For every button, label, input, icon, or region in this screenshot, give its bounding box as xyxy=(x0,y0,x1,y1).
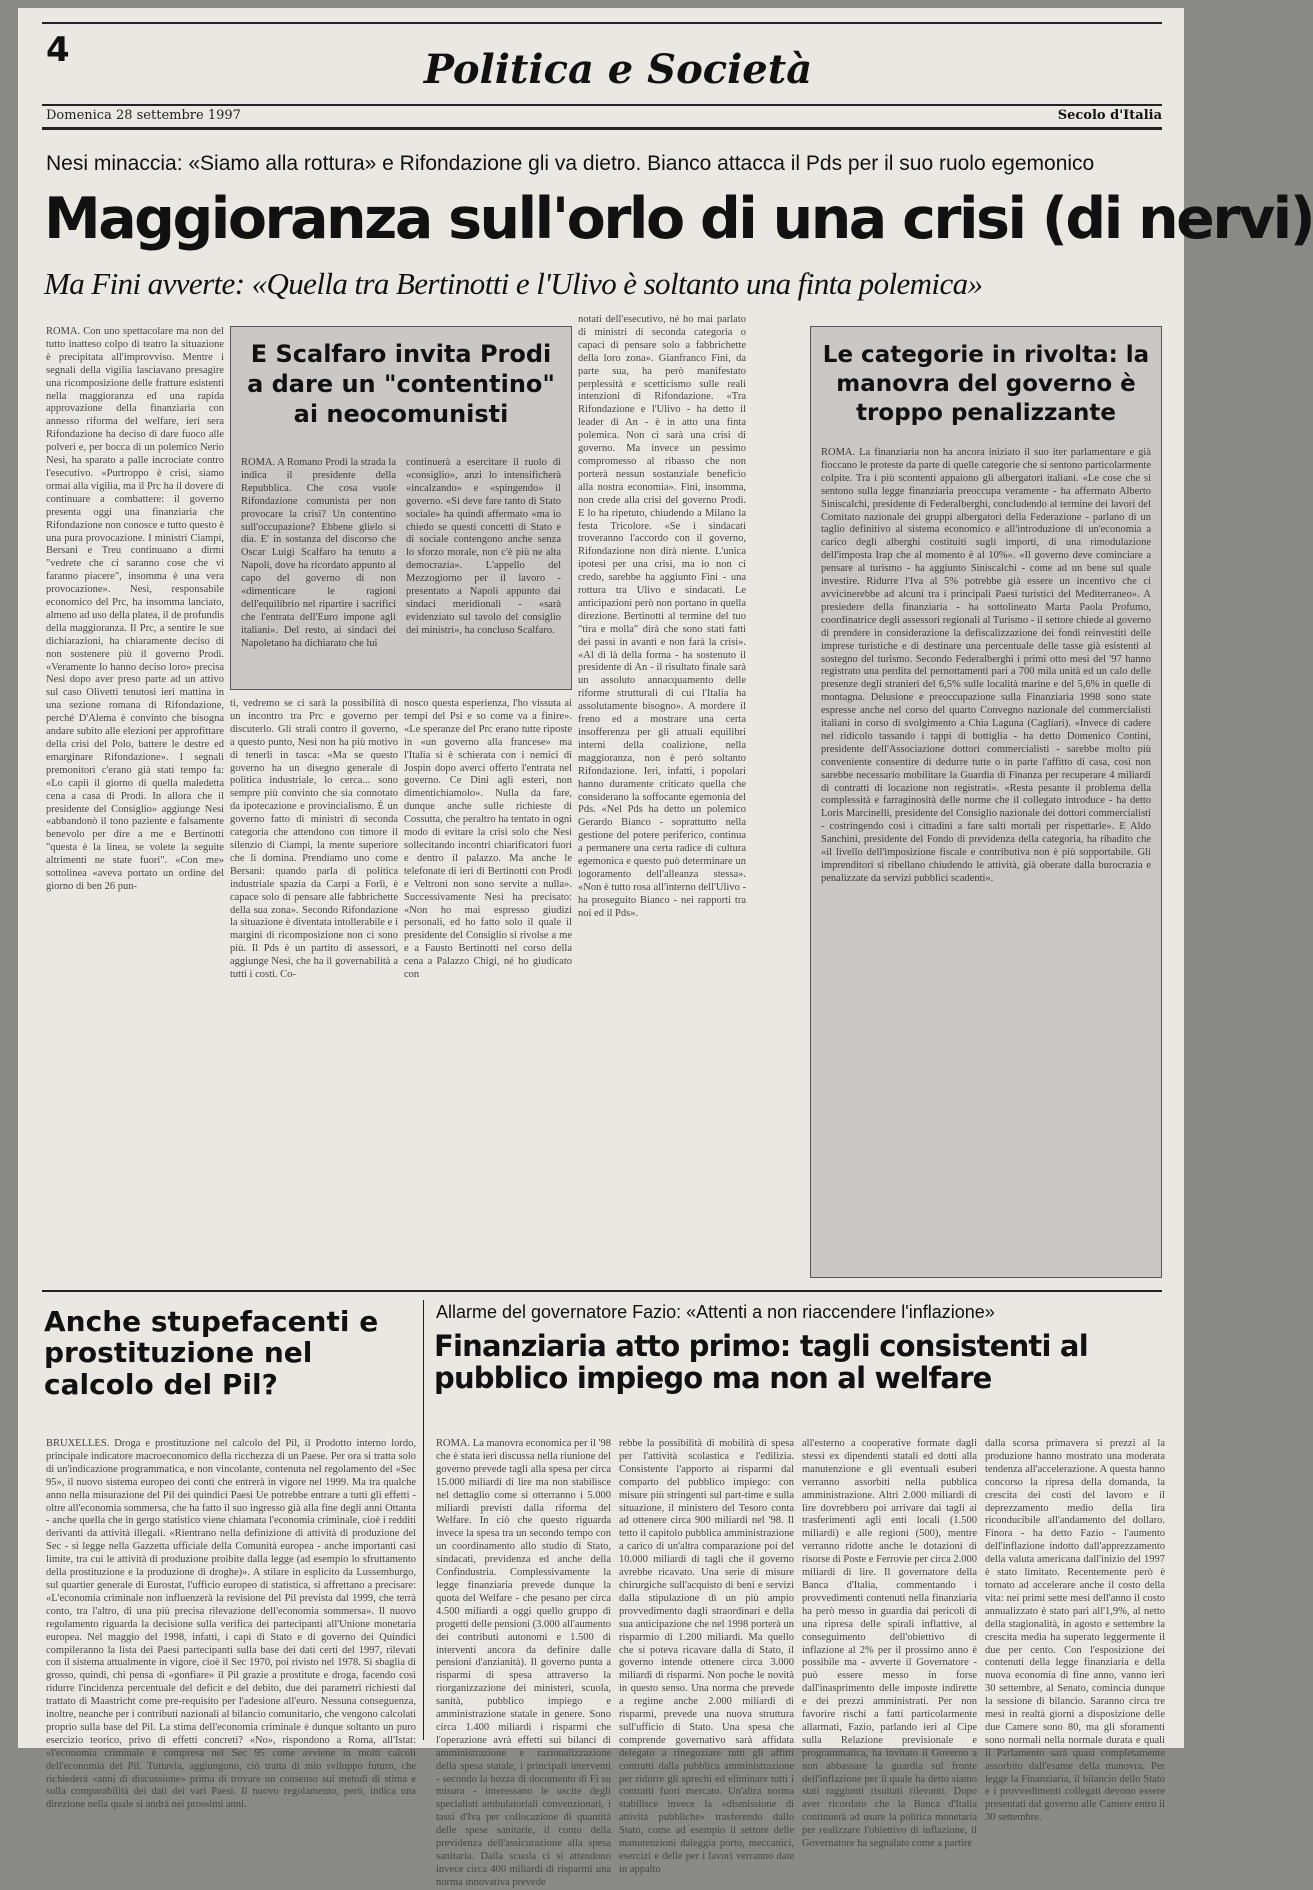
scalfaro-box-column-2: continuerà a esercitare il ruolo di «consiglio», anzi lo intensificherà «incalzando» e «spingendo» il governo. «Si deve fare tanto di Stato sociale» ha quindi affermato «ma io chiedo se questi concetti di Stato e di sociale contengono anche senza lo sforzo morale, non c'è più ne alta democrazia». L'appello del Mezzogiorno per il lavoro - presentato a Napoli appunto dai sindaci meridionali - «sarà evidenziato sul tavolo del consiglio dei ministri», ha concluso Scalfaro. xyxy=(406,457,561,636)
finanziaria-kicker: Allarme del governatore Fazio: «Attenti a non riaccendere l'inflazione» xyxy=(436,1302,995,1322)
categorie-box xyxy=(810,326,1162,1278)
bottom-column-divider xyxy=(423,1300,424,1740)
newspaper-page xyxy=(18,8,1313,1888)
lead-headline: Maggioranza sull'orlo di una crisi (di nervi) xyxy=(44,186,1313,252)
masthead-bottom-rule xyxy=(42,127,1162,130)
scalfaro-box xyxy=(230,326,572,690)
finanziaria-column-3: all'esterno a cooperative formate dagli stessi ex dipendenti statali ed dotti alla manutenzione e gli eventuali esuberi verranno assorbiti nella pubblica amministrazione. Altri 2.000 miliardi di lire dovrebbero poi arrivare dai tagli ai trasferimenti agli enti locali (1.500 miliardi) e alle regioni (500), mentre verranno ridotte anche le dotazioni di risorse di Poste e Ferrovie per circa 2.000 miliardi di lire. Il governatore della Banca d'Italia, commentando i provvedimenti contenuti nella finanziaria ha però messo in guardia dai pericoli di una ripresa delle spirali inflattive, al conseguimento dell'obiettivo di inflazione al 2% per il prossimo anno è possibile ma - avverte il Governatore - può essere messo in forse dall'inasprimento delle imposte indirette e dei prezzi amministrati. Per non favorire rischi a fatti particolarmente allarmati, Fazio, parlando ieri al Cipe sulla Relazione previsionale e programmatica, ha invitato il Governo a non abbassare la guardia sul fronte dell'inflazione per il quale ha detto siamo stati raggiunti risultati rilevanti. Dopo aver ricordato che la Banca d'Italia continuerà ad usare la politica monetaria per realizzare l'obiettivo di inflazione, il Governatore ha segnalato come a partire xyxy=(802,1438,977,1850)
finanziaria-column-4: dalla scorsa primavera si prezzi al la produzione hanno mostrato una moderata tendenza all'accelerazione. A questa hanno concorso la ripresa della domanda, la crescita dei costi del lavoro e il deprezzamento medio della lira riconducibile all'andamento del dollaro. Finora - ha detto Fazio - l'aumento dell'inflazione indotto dall'apprezzamento della valuta americana dall'inizio del 1997 è stato limitato. Recentemente però è tornato ad accelerare anche il costo della vita: nei primi sette mesi dell'anno il costo annualizzato è stato pari all'1,9%, al netto della stagionalità, in agosto e settembre la crescita media ha superato leggermente il due per cento. Con l'esposizione dei contenuti della legge finanziaria e della nuova economia di fine anno, vanno ieri 30 settembre, al Senato, comincia dunque la sessione di bilancio. Saranno circa tre mesi in realtà giorni a disposizione delle due Camere sono 80, ma gli sforamenti sono normali nella normale durata e quali il Parlamento sarà quasi completamente assorbito dall'esame della manovra. Per legge la Finanziaria, il bilancio dello Stato e i provvedimenti collegati devono essere presentati dal governo alle Camere entro il 30 settembre. xyxy=(985,1438,1165,1824)
lead-kicker: Nesi minaccia: «Siamo alla rottura» e Rifondazione gli va dietro. Bianco attacca il Pds per il suo ruolo egemonico xyxy=(46,152,1095,175)
lead-subhead: Ma Fini avverte: «Quella tra Bertinotti e l'Ulivo è soltanto una finta polemica» xyxy=(44,266,983,301)
categorie-box-title: Le categorie in rivolta: la manovra del governo è troppo penalizzante xyxy=(822,342,1150,426)
drugs-gdp-body: BRUXELLES. Droga e prostituzione nel calcolo del Pil, il Prodotto interno lordo, principale indicatore macroeconomico della ricchezza di un Paese. Per ora si tratta solo di un'indicazione programmatica, e non vincolante, contenuta nel regolamento del «Sec 95», il nuovo sistema europeo dei conti che entrerà in vigore nel 1999. Ma tra qualche anno nella misurazione del Pil dei quindici Paesi Ue potrebbe entrare a tutti gli effetti - oltre all'economia sommersa, che ha fatto il suo ingresso già alla fine degli anni Ottanta - anche quella che in gergo statistico viene chiamata l'economia criminale, cioè i redditi derivanti da attività illegali. «Rientrano nella definizione di attività di produzione del Sec - si legge nella Gazzetta ufficiale della Comunità europea - anche importanti casi limite, tra cui le attività di produzione proibite dalla legge (ad esempio lo sfruttamento della prostituzione e la produzione di droghe)». A stilare in esplicito da Lussemburgo, sul quartier generale di Eurostat, l'ufficio europeo di statistica, si affrettano a precisare: «L'economia criminale non influenzerà la revisione del Pil prevista dal 1999, che terrà conto, tra l'altro, di una più precisa rilevazione dell'economia sommersa». Il nuovo regolamento riguarda la decisione sulla verifica dei partecipanti all'Unione monetaria europea. Nel maggio del 1998, infatti, i capi di Stato e di governo dei Quindici compileranno la lista dei Paesi partecipanti sulla base dei dati certi del 1997, rilevati con il sistema attualmente in vigore, cioè il Sec 1970, poi rivisto nel 1978. Si sbaglia di grosso, quindi, chi pensa di «gonfiare» il Pil grazie a prostitute e droga, facendo così ridurre l'incidenza percentuale del deficit e del debito, due dei parametri richiesti dal trattato di Maastricht come pre-requisito per l'adesione all'euro. Nessuna conseguenza, inoltre, neanche per i contributi nazionali al bilancio comunitario, che vengono calcolati proprio sulla base del Pil. La stima dell'economia criminale è dunque soltanto un puro esercizio teorico, privo di effetti concreti? «No», rispondono a Roma, all'Istat: «l'economia criminale è compresa nel Sec 95 come avviene in molti calcoli dell'economia del Pil. Tuttavia, aggiungono, ciò tratta di mio sviluppo futuro, che richiederà «anni di discussione» prima di trovare un consenso sui metodi di stima e sulla comparabilità dei dati dei vari Paesi. Il nuovo regolamento, però, indica una direzione nella quale si andrà nei prossimi anni. xyxy=(46,1438,416,1811)
lead-column-1: ROMA. Con uno spettacolare ma non del tutto inatteso colpo di teatro la situazione è precipitata all'improvviso. Mentre i segnali della vigilia lasciavano presagire una ricomposizione delle fratture esistenti nella maggioranza ed una rapida approvazione della finanziaria con annesso riforma del welfare, ieri sera Rifondazione ha deciso di dare fuoco alle polveri e, per bocca di un polemico Nerio Nesi, ha sparato a palle incrociate contro l'esecutivo. «Purtroppo è crisi, siamo ormai alla vigilia, ma il Prc ha il dovere di continuare a combattere: il governo presenta oggi una finanziaria che Rifondazione non conosce e tutto questo è una pura provocazione. I ministri Ciampi, Bersani e Treu continuano a dirmi "vedrete che ci saranno cose che vi faranno piacere", insomma è una vera provocazione». Nesi, responsabile economico del Prc, ha insomma lanciato, almeno ad uso della platea, il de profundis della maggioranza. Il Prc, a sentire le sue dichiarazioni, ha chiaramente deciso di non sostenere più il governo Prodi. «Veramente lo hanno deciso loro» precisa Nesi dopo aver preso parte ad un attivo sul caso Olivetti tenutosi ieri mattina in una sezione romana di Rifondazione, perché D'Alema è convinto che bisogna andare subito alle elezioni per approfittare della crisi del Polo, battere le destre ed emarginare Rifondazione». I segnali premonitori c'erano già stati tempo fa: «Lo capii il giorno di quella maledetta cena a casa di Prodi. In allora che il presidente del Consiglio» aggiunge Nesi «abbandonò il tono paziente e falsamente benevolo per dire a me e Bertinotti "questa è la linea, se volete la seguite altrimenti ne state fuori". «Con me» sottolinea «aveva portato un ordine del giorno di ben 26 pun- xyxy=(46,326,224,892)
lead-column-4: notati dell'esecutivo, né ho mai parlato di ministri di seconda categoria o capaci di pensare solo a fabbrichette della loro zona». Gianfranco Fini, da parte sua, ha però manifestato perplessità e scetticismo sulle reali intenzioni di Rifondazione. «Tra Rifondazione e l'Ulivo - ha detto il leader di An - è in atto una finta polemica. Non ci sarà una crisi di governo. Ma invece un pessimo compromesso al ribasso che non porterà nessun sostanziale beneficio alla nostra economia». Fini, insomma, non crede alla crisi del governo Prodi. E lo ha ripetuto, chiudendo a Milano la festa Tricolore. «Se i sindacati troveranno l'accordo con il governo, Rifondazione non dirà niente. L'unica ipotesi per una crisi, ma io non ci credo, sarebbe ha aggiunto Fini - una rottura tra Ulivo e sindacati. Le anticipazioni però non portano in quella direzione. Bertinotti al termine del tuo "tira e molla" dirà che sono stati fatti dei passi in avanti e non farà la crisi». «Al di là della forma - ha sostenuto il presidente di An - il risultato finale sarà un assoluto annacquamento delle riforme strutturali di cui l'Italia ha assolutamente bisogno». A mordere il freno ed a mostrare una certa insofferenza per gli attuali equilibri interni della coalizione, nella maggioranza, non è però soltanto Rifondazione. Ieri, infatti, i popolari hanno duramente criticato quella che considerano la soffocante egemonia del Pds. «Nel Pds ha detto un polemico Gerardo Bianco - soprattutto nella gestione del potere periferico, continua a permanere una certa radice di cultura egemonica e questo può determinare un logoramento dell'alleanza stessa». «Non è tutto rosa all'interno dell'Ulivo - ha proseguito Bianco - nei rapporti tra noi ed il Pds». xyxy=(578,314,746,919)
masthead-rule xyxy=(42,104,1162,106)
page-number: 4 xyxy=(46,30,70,70)
newspaper-name: Secolo d'Italia xyxy=(1057,108,1162,123)
issue-date: Domenica 28 settembre 1997 xyxy=(46,108,241,123)
finanziaria-headline: Finanziaria atto primo: tagli consistenti al pubblico impiego ma non al welfare xyxy=(434,1329,1088,1396)
drugs-gdp-headline: Anche stupefacenti e prostituzione nel calcolo del Pil? xyxy=(44,1305,379,1401)
scalfaro-box-column-1: ROMA. A Romano Prodi la strada la indica il presidente della Repubblica. Che cosa vuole Rifondazione comunista per non provocare la crisi? Un contentino sull'occupazione? Ebbene glielo si dia. E' in sostanza del discorso che Oscar Luigi Scalfaro ha tenuto a Napoli, dove ha ricordato appunto al capo del governo di non «dimenticare le ragioni dell'equilibrio nel ripartire i sacrifici che l'entrata dell'Euro impone agli italiani». Del resto, ai sindaci dei Napoletano ha dichiarato che lui xyxy=(241,457,396,649)
categorie-box-body: ROMA. La finanziaria non ha ancora iniziato il suo iter parlamentare e già fioccano le proteste da parte di quelle categorie che si sentono particolarmente colpite. Tra i più scontenti appaiono gli albergatori italiani. «Le cose che si sentono sulla legge finanziaria preoccupa veramente - ha affermato Alberto Siniscalchi, presidente di Federalberghi, concludendo al termine dei lavori del Comitato nazionale dei gruppi albergatori della Federazione - parlano di un taglio definitivo al sistema economico e all'introduzione di un'economia a carico degli alberghi costituiti sugli importi, di una rimodulazione dell'imposta Irap che al momento è al 10%». «Il governo deve cominciare a pensare al turismo - ha aggiunto Siniscalchi - come ad un bene sul quale investire. Ridurre l'Iva al 5% potrebbe già essere un incentivo che ci avvicinerebbe ad alcuni tra i principali Paesi turistici del Mediterraneo». A presiedere della finanziaria - ha sottolineato Marta Paola Profumo, coordinatrice degli assessori regionali al Turismo - il settore chiede al governo di prendere in considerazione la defiscalizzazione dei fondi reinvestiti delle imprese turistiche e di destinare una percentuale delle tasse già esistenti al sostegno del turismo. Secondo Federalberghi i primi otto mesi del '97 hanno registrato una perdita del pernottamenti pari a 700 mila unità ed un calo delle presenze degli stranieri del 6,5% sulle località marine e del 5,6% in quelle di montagna. Delusione e preoccupazione sulla Finanziaria 1998 sono state espresse anche nel corso del quarto Convegno nazionale del commercialisti italiani in corso di svolgimento a Chia Laguna (Cagliari). «Invece di cadere nel ridicolo tassando i tappi di bottiglia - ha detto Domenico Contini, presidente dell'Associazione dottori commercialisti - sarebbe molto più conveniente consentire di dedurre tutte o in parte l'affitto di casa, così non sarebbe necessario mobilitare la Guardia di Finanza per recuperare 4 miliardi di contratti di locazione non registrati». «Resta pesante il problema della complessità e farraginosità delle norme che il collegato introduce - ha detto Loris Marcinelli, presidente del Consiglio nazionale dei dottori commercialisti - costringendo così i cittadini a fare salti mortali per rispettarle». E Aldo Sanchini, presidente del Fondo di previdenza della categoria, ha ribadito che «il livello dell'imposizione fiscale e contributiva non è più sopportabile. Gli imprenditori si ribellano chiudendo le attività, già oberate dalla burocrazia e penalizzate da servizi pubblici scadenti». xyxy=(821,447,1151,884)
scalfaro-box-title: E Scalfaro invita Prodi a dare un "contentino" ai neocomunisti xyxy=(247,340,555,428)
lead-column-3: nosco questa esperienza, l'ho vissuta ai tempi del Psi e so come va a finire». «Le speranze del Prc erano tutte riposte in «un governo alla francese» ma l'Italia si è schierata con i nemici di Jospin dopo averci offerto l'entrata nel governo. Ce Dini agli esteri, non dimentichiamolo». Nulla da fare, dunque anche sulle richieste di Cossutta, che peraltro ha tentato in ogni modo di evitare la crisi solo che Nesi sollecitando incontri chiarificatori fuori e dentro il palazzo. Ma anche le telefonate di ieri di Bertinotti con Prodi e Veltroni non sono servite a nulla». Successivamente Nesi ha precisato: «Non ho mai espresso giudizi personali, ed ho fatto solo il quale il presidente del Consiglio si rivolse a me e a Fausto Bertinotti nel corso della cena a Palazzo Chigi, né ho giudicato con xyxy=(404,698,572,981)
bottom-rule xyxy=(42,1290,1162,1292)
top-rule xyxy=(42,22,1162,24)
section-title: Politica e Società xyxy=(423,46,813,93)
finanziaria-column-1: ROMA. La manovra economica per il '98 che è stata ieri discussa nella riunione del governo prevede tagli alla spesa per circa 15.000 miliardi di lire ma non stabilisce nel dettaglio come si otterranno i 5.000 miliardi previsti dalla riforma del Welfare. In ciò che questo riguarda invece la spesa tra un secondo tempo con un coordinamento allo studio di Stato, sindacati, previdenza ed anche della Confindustria. Complessivamente la legge finanziaria prevede dunque la quota del Welfare - che pesano per circa 4.500 miliardi a oggi quello gruppo di progetti delle pensioni (3.000 all'aumento dei contributi autonomi e 1.500 di interventi ancora da definire dalle pensioni d'anzianità). Il governo punta a risparmi di spesa attraverso la riorganizzazione dei ministeri, scuola, sanità, pubblico impiego e amministrazione statale in genere. Sono circa 1.400 miliardi i risparmi che l'operazione avrà effetti sui bilanci di amministrazione e razionalizzazione della spesa statale, i principali interventi - secondo la bozza di documento di Fi su misura - interessano le uscite degli specialisti ambulatoriali convenzionati, i tassi d'Iva per collocazione di quantità delle spese sanitarie, il conto della previdenza dell'assicurazione alla spesa sanitaria. Dalla scuola ci si attendono invece circa 400 miliardi di risparmi una norma innovativa prevede xyxy=(436,1438,611,1888)
finanziaria-column-2: rebbe la possibilità di mobilità di spesa per l'attività scolastica e l'edilizia. Consistente l'apporto ai risparmi dal comparto del pubblico impiego: con misure più stringenti sul part-time e sulla situazione, il ministero del Tesoro conta ad ottenere circa 900 miliardi nel '98. Il tetto il capitolo pubblica amministrazione a carico di un'altra comparazione poi del 10.000 miliardi di tagli che il governo avrebbe ricavato. Una serie di misure chirurgiche sull'acquisto di beni e servizi dalla stipulazione di un più ampio provvedimento dagli straordinari e della sua anticipazione che nel 1998 porterà un risparmio di 1.200 miliardi. Ma quello che si poteva ricavare dalla di Stato, il governo intende ottenere circa 3.000 miliardi di risparmi. Non poche le novità in questo senso. Una norma che prevede a regime anche 2.000 miliardi di risparmi, prevede una nuova struttura sull'ufficio di Stato. Una spesa che comprende governativo sarà affidata delegato a rinegoziare tutti gli affitti contratti dalla pubblica amministrazione per ridurre gli sprechi ed eliminare tutti i contratti fuori mercato. Un'altra norma stabilisce invece la «dismissione di attività pubbliche» trasferendo dallo Stato, come ad esempio il settore delle manutenzioni daleggia porto, meccanici, esercizi e delle per i lavori verranno date in appalto xyxy=(619,1438,794,1875)
lead-column-2: ti, vedremo se ci sarà la possibilità di un incontro tra Prc e governo per discuterlo. Gli strali contro il governo, a questo punto, Nesi non ha più motivo di tenerli in tasca: «Ma se questo governo ha un disegno generale di politica industriale, lo cerca... sono sempre più convinto che sia connotato da ipotecazione e provincialismo. È un governo fatto di ministri di seconda categoria che attendono con timore il silenzio di Ciampi, la mente superiore che li domina. Prendiamo uno come Bersani: quando parla di politica industriale spazia da Carpi a Forlì, è capace solo di pensare alle fabbrichette della sua zona». Secondo Rifondazione la situazione è diventata intollerabile e i margini di ricomposizione non ci sono più. Il Pds è un partito di assessori, aggiunge Nesi, che ha il governabilità a tutti i costi. Co- xyxy=(230,698,398,981)
